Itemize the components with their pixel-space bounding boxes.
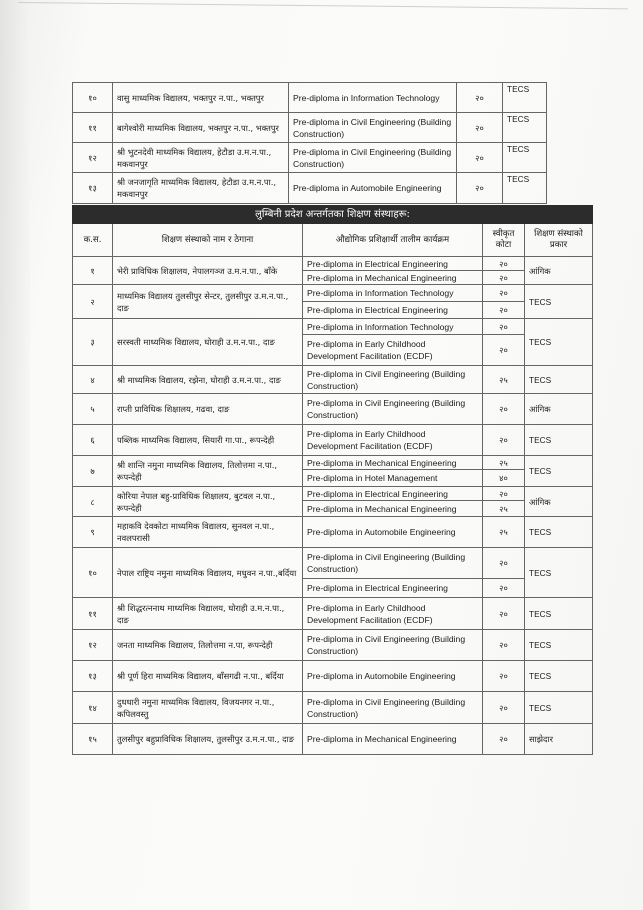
quota-value: २० (483, 661, 525, 692)
quota-value: २० (483, 598, 525, 630)
institute-type: TECS (503, 113, 547, 143)
table-row (73, 456, 593, 470)
program-name: Pre-diploma in Mechanical Engineering (303, 724, 483, 755)
program-name: Pre-diploma in Early Childhood Development Facilitation (ECDF) (303, 335, 483, 366)
serial-number: १ (73, 257, 113, 285)
institute-type: TECS (525, 598, 593, 630)
table-row (73, 319, 593, 335)
quota-value: २५ (483, 366, 525, 394)
program-name: Pre-diploma in Electrical Engineering (303, 257, 483, 271)
table-row (73, 394, 593, 425)
quota-value: २० (483, 271, 525, 285)
institute-name: राप्ती प्राविधिक शिक्षालय, गढवा, दाङ (113, 394, 303, 425)
serial-number: १२ (73, 143, 113, 173)
institute-type: TECS (525, 630, 593, 661)
quota-value: २० (483, 579, 525, 598)
institute-name: श्री भुटनदेवी माध्यमिक विद्यालय, हेटौडा उ.म.न.पा., मकवानपुर (113, 143, 289, 173)
institute-name: दुधधारी नमुना माध्यमिक विद्यालय, विजयनगर न.पा., कपिलवस्तु (113, 692, 303, 724)
institute-name: बागेश्वोरी माध्यमिक विद्यालय, भक्तपुर न.पा., भक्तपुर (113, 113, 289, 143)
serial-number: ६ (73, 425, 113, 456)
program-name: Pre-diploma in Mechanical Engineering (303, 271, 483, 285)
quota-value: २० (483, 319, 525, 335)
institute-type: साझेदार (525, 724, 593, 755)
header-serial: क.स. (73, 224, 113, 257)
institute-name: जनता माध्यमिक विद्यालय, तिलोत्तमा न.पा, रूपन्देही (113, 630, 303, 661)
institute-type: TECS (525, 456, 593, 487)
institute-name: श्री माध्यमिक विद्यालय, रझेना, घोराही उ.म.न.पा., दाङ (113, 366, 303, 394)
table-row (73, 83, 547, 113)
program-name: Pre-diploma in Electrical Engineering (303, 579, 483, 598)
program-name: Pre-diploma in Civil Engineering (Building Construction) (289, 143, 457, 173)
program-name: Pre-diploma in Civil Engineering (Building Construction) (303, 692, 483, 724)
quota-value: ४० (483, 470, 525, 487)
program-name: Pre-diploma in Automobile Engineering (289, 173, 457, 204)
program-name: Pre-diploma in Information Technology (289, 83, 457, 113)
program-name: Pre-diploma in Mechanical Engineering (303, 456, 483, 470)
serial-number: ४ (73, 366, 113, 394)
table-row (73, 517, 593, 548)
quota-value: २० (483, 425, 525, 456)
table-row (73, 366, 593, 394)
institute-name: माध्यमिक विद्यालय तुलसीपुर सेन्टर, तुलसीपुर उ.म.न.पा., दाङ (113, 285, 303, 319)
serial-number: ३ (73, 319, 113, 366)
serial-number: ८ (73, 487, 113, 517)
program-name: Pre-diploma in Early Childhood Development Facilitation (ECDF) (303, 598, 483, 630)
institute-type: आंगिक (525, 487, 593, 517)
program-name: Pre-diploma in Hotel Management (303, 470, 483, 487)
serial-number: १३ (73, 661, 113, 692)
quota-value: २० (483, 302, 525, 319)
serial-number: १५ (73, 724, 113, 755)
table-row (73, 425, 593, 456)
quota-value: २० (457, 143, 503, 173)
institute-type: TECS (503, 143, 547, 173)
institute-type: TECS (525, 319, 593, 366)
page-shadow (0, 0, 30, 910)
quota-value: २० (483, 257, 525, 271)
institute-type: TECS (525, 425, 593, 456)
institute-name: भेरी प्राविधिक शिक्षालय, नेपालगञ्ज उ.म.न.पा., बाँके (113, 257, 303, 285)
institute-name: कोरिया नेपाल बहु-प्राविधिक शिक्षालय, बुटवल न.पा., रूपन्देही (113, 487, 303, 517)
program-name: Pre-diploma in Civil Engineering (Building Construction) (303, 366, 483, 394)
quota-value: २० (483, 548, 525, 579)
quota-value: २० (483, 630, 525, 661)
quota-value: २० (483, 335, 525, 366)
table-row (73, 548, 593, 579)
institute-type: आंगिक (525, 257, 593, 285)
serial-number: १० (73, 83, 113, 113)
table-row (73, 173, 547, 204)
quota-value: २० (457, 173, 503, 204)
header-type: शिक्षण संस्थाको प्रकार (525, 224, 593, 257)
quota-value: २५ (483, 501, 525, 517)
institute-name: वासु माध्यमिक विद्यालय, भक्तपुर न.पा., भक्तपुर (113, 83, 289, 113)
header-institute: शिक्षण संस्थाको नाम र ठेगाना (113, 224, 303, 257)
quota-value: २५ (483, 517, 525, 548)
serial-number: १३ (73, 173, 113, 204)
institute-name: सरस्वती माध्यमिक विद्यालय, घोराही उ.म.न.पा., दाङ (113, 319, 303, 366)
institute-type: आंगिक (525, 394, 593, 425)
quota-value: २० (483, 394, 525, 425)
table-row (73, 257, 593, 271)
institute-name: श्री पूर्ण हिरा माध्यमिक विद्यालय, बाँसगढी न.पा., बर्दिया (113, 661, 303, 692)
institute-name: श्री शिद्धरत्ननाथ माध्यमिक विद्यालय, घोराही उ.म.न.पा., दाङ (113, 598, 303, 630)
quota-value: २० (457, 83, 503, 113)
serial-number: ११ (73, 598, 113, 630)
institute-name: श्री जनजागृति माध्यमिक विद्यालय, हेटौडा उ.म.न.पा., मकवानपुर (113, 173, 289, 204)
institute-name: श्री शान्ति नमुना माध्यमिक विद्यालय, तिलोत्तमा न.पा., रूपन्देही (113, 456, 303, 487)
quota-value: २५ (483, 456, 525, 470)
institute-type: TECS (525, 517, 593, 548)
table-row (73, 692, 593, 724)
institute-type: TECS (503, 83, 547, 113)
table-row (73, 285, 593, 302)
section-title: लुम्बिनी प्रदेश अन्तर्गतका शिक्षण संस्थाहरू: (73, 206, 593, 224)
institute-name: महाकवि देवकोटा माध्यमिक विद्यालय, सुनवल न.पा., नवलपरासी (113, 517, 303, 548)
table-row (73, 143, 547, 173)
serial-number: १४ (73, 692, 113, 724)
institute-type: TECS (525, 548, 593, 598)
institute-type: TECS (525, 366, 593, 394)
program-name: Pre-diploma in Information Technology (303, 319, 483, 335)
program-name: Pre-diploma in Mechanical Engineering (303, 501, 483, 517)
continued-institutes-table (72, 82, 547, 204)
institute-name: तुलसीपुर बहुप्राविधिक शिक्षालय, तुलसीपुर उ.म.न.पा., दाङ (113, 724, 303, 755)
quota-value: २० (457, 113, 503, 143)
table-row (73, 724, 593, 755)
program-name: Pre-diploma in Automobile Engineering (303, 661, 483, 692)
serial-number: ९ (73, 517, 113, 548)
table-row (73, 113, 547, 143)
quota-value: २० (483, 487, 525, 501)
header-quota: स्वीकृत कोटा (483, 224, 525, 257)
program-name: Pre-diploma in Information Technology (303, 285, 483, 302)
institute-type: TECS (503, 173, 547, 204)
serial-number: ५ (73, 394, 113, 425)
table-row (73, 661, 593, 692)
program-name: Pre-diploma in Civil Engineering (Building Construction) (303, 630, 483, 661)
program-name: Pre-diploma in Early Childhood Development Facilitation (ECDF) (303, 425, 483, 456)
serial-number: ७ (73, 456, 113, 487)
table-row (73, 487, 593, 501)
program-name: Pre-diploma in Civil Engineering (Building Construction) (289, 113, 457, 143)
quota-value: २० (483, 692, 525, 724)
table-row (73, 598, 593, 630)
institute-name: पब्लिक माध्यमिक विद्यालय, सियारी गा.पा., रूपन्देही (113, 425, 303, 456)
serial-number: १२ (73, 630, 113, 661)
institute-name: नेपाल राष्ट्रिय नमुना माध्यमिक विद्यालय, मधुवन न.पा.,बर्दिया (113, 548, 303, 598)
institute-type: TECS (525, 692, 593, 724)
lumbini-institutes-table (72, 205, 593, 755)
serial-number: १० (73, 548, 113, 598)
institute-type: TECS (525, 285, 593, 319)
table-row (73, 630, 593, 661)
quota-value: २० (483, 724, 525, 755)
serial-number: २ (73, 285, 113, 319)
program-name: Pre-diploma in Civil Engineering (Building Construction) (303, 394, 483, 425)
serial-number: ११ (73, 113, 113, 143)
header-program: औद्योगिक प्रशिक्षार्थी तालीम कार्यक्रम (303, 224, 483, 257)
program-name: Pre-diploma in Automobile Engineering (303, 517, 483, 548)
quota-value: २० (483, 285, 525, 302)
program-name: Pre-diploma in Electrical Engineering (303, 302, 483, 319)
institute-type: TECS (525, 661, 593, 692)
program-name: Pre-diploma in Electrical Engineering (303, 487, 483, 501)
program-name: Pre-diploma in Civil Engineering (Building Construction) (303, 548, 483, 579)
